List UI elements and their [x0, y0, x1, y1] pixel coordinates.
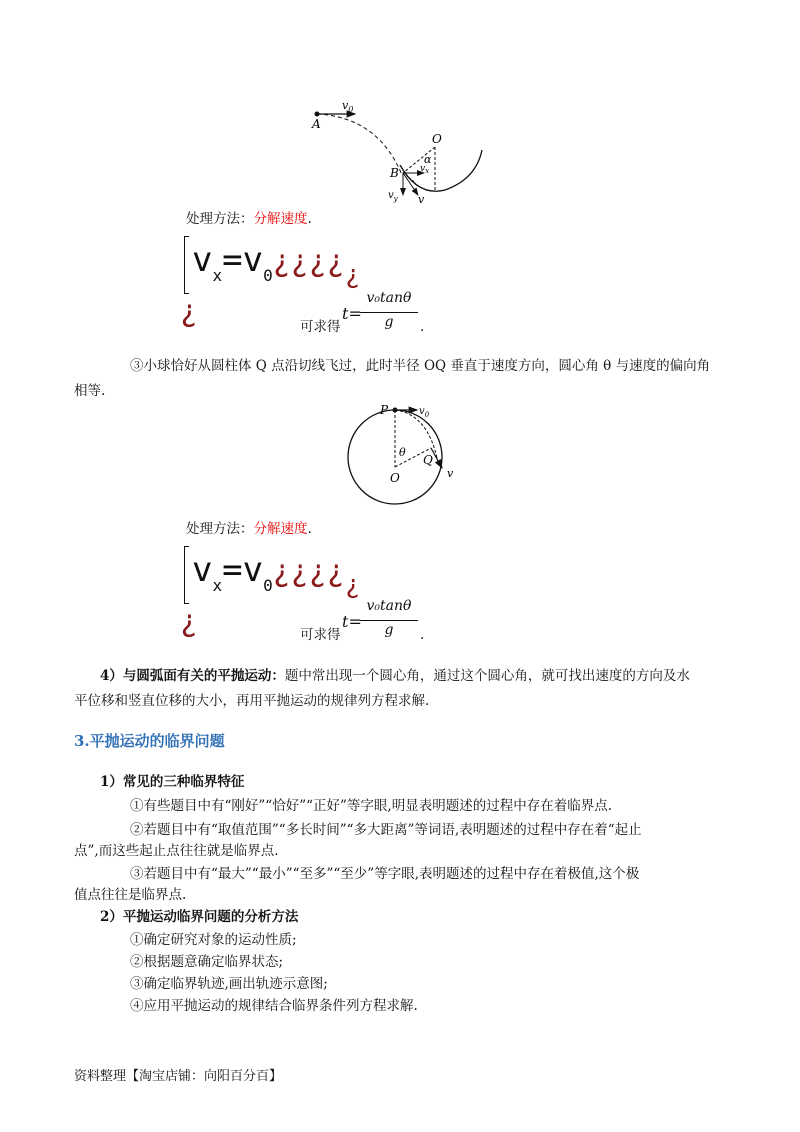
fraction-line-1 [360, 312, 418, 313]
method-highlight: 分解速度 [253, 521, 308, 537]
sub1-item-2-line-2: 点”,而这些起止点往往就是临界点. [74, 843, 279, 859]
label-O-2: O [390, 471, 400, 485]
paragraph-4-text: 题中常出现一个圆心角，通过这个圆心角，就可找出速度的方向及水 [284, 668, 690, 684]
sub2-item-4: ④应用平抛运动的规律结合临界条件列方程求解. [130, 998, 418, 1014]
formula-vx-2: $v_x=v_0¿¿¿¿_¿$ [192, 550, 361, 600]
subsection-2-title: 2）平抛运动临界问题的分析方法 [100, 909, 299, 925]
formula-brace-2 [184, 546, 189, 604]
t-equals-1: t= [342, 304, 362, 323]
formula-garbled-2: ¿ [180, 604, 199, 639]
formula-vx-1: $v_x=v_0¿¿¿¿_¿$ [192, 240, 361, 290]
can-get-label-1: 可求得 [300, 319, 341, 335]
method-line-1 [186, 208, 312, 230]
formula-end-1: . [420, 319, 425, 335]
label-v0-2: $v_0$ [419, 406, 430, 419]
label-v-2: v [447, 467, 454, 480]
label-O: O [432, 132, 442, 146]
figure-cylinder [345, 400, 465, 515]
bowl-arc [400, 150, 482, 191]
method-highlight: 分解速度 [253, 211, 308, 227]
sub2-item-2: ②根据题意确定临界状态; [130, 954, 284, 970]
figure-projectile-bowl [300, 95, 500, 210]
label-P: P [380, 403, 389, 417]
paragraph-4-line-2: 平位移和竖直位移的大小，再用平抛运动的规律列方程求解. [74, 693, 430, 709]
label-theta: θ [399, 446, 406, 459]
section-3-title: 3.平抛运动的临界问题 [74, 732, 225, 750]
paragraph-4-heading: 4）与圆弧面有关的平抛运动： [100, 668, 285, 684]
sub1-item-3-line-1: ③若题目中有“最大”“最小”“至多”“至少”等字眼,表明题述的过程中存在着极值,这个极 [130, 866, 640, 882]
fraction-numerator-1: v₀tanθ [366, 290, 412, 306]
label-B: B [390, 166, 399, 180]
fraction-denominator-2: g [384, 622, 394, 638]
subsection-1-title: 1）常见的三种临界特征 [100, 774, 245, 790]
footer-note: 资料整理【淘宝店铺：向阳百分百】 [74, 1069, 283, 1084]
method-line-2 [186, 518, 312, 540]
can-get-label-2: 可求得 [300, 627, 341, 643]
label-alpha: α [424, 153, 432, 166]
label-v: v [418, 193, 425, 206]
method-end: . [307, 521, 312, 537]
formula-end-2: . [420, 627, 425, 643]
label-A: A [312, 117, 321, 131]
label-vx: $v_x$ [420, 164, 430, 175]
paragraph-3-line-1: ③小球恰好从圆柱体 Q 点沿切线飞过，此时半径 OQ 垂直于速度方向，圆心角 θ 与速度的偏向角 [130, 358, 711, 374]
label-vy: $v_y$ [388, 190, 398, 203]
sub2-item-3: ③确定临界轨迹,画出轨迹示意图; [130, 976, 328, 992]
method-prefix: 处理方法： [186, 211, 254, 227]
fraction-numerator-2: v₀tanθ [366, 598, 412, 614]
formula-brace-1 [184, 236, 189, 294]
label-Q: Q [423, 453, 433, 467]
sub1-item-3-line-2: 值点往往是临界点. [74, 887, 187, 903]
sub1-item-1: ①有些题目中有“刚好”“恰好”“正好”等字眼,明显表明题述的过程中存在着临界点. [130, 798, 612, 814]
sub1-item-2-line-1: ②若题目中有“取值范围”“多长时间”“多大距离”等词语,表明题述的过程中存在着“起止 [130, 822, 642, 838]
fraction-line-2 [360, 620, 418, 621]
paragraph-3-line-2: 相等. [74, 383, 106, 399]
sub2-item-1: ①确定研究对象的运动性质; [130, 932, 297, 948]
fraction-denominator-1: g [384, 314, 394, 330]
formula-garbled-1: ¿ [180, 294, 199, 329]
method-end: . [307, 211, 312, 227]
label-v0: $v_0$ [342, 99, 354, 114]
paragraph-4-line-1 [100, 665, 690, 687]
t-equals-2: t= [342, 612, 362, 631]
method-prefix: 处理方法： [186, 521, 254, 537]
